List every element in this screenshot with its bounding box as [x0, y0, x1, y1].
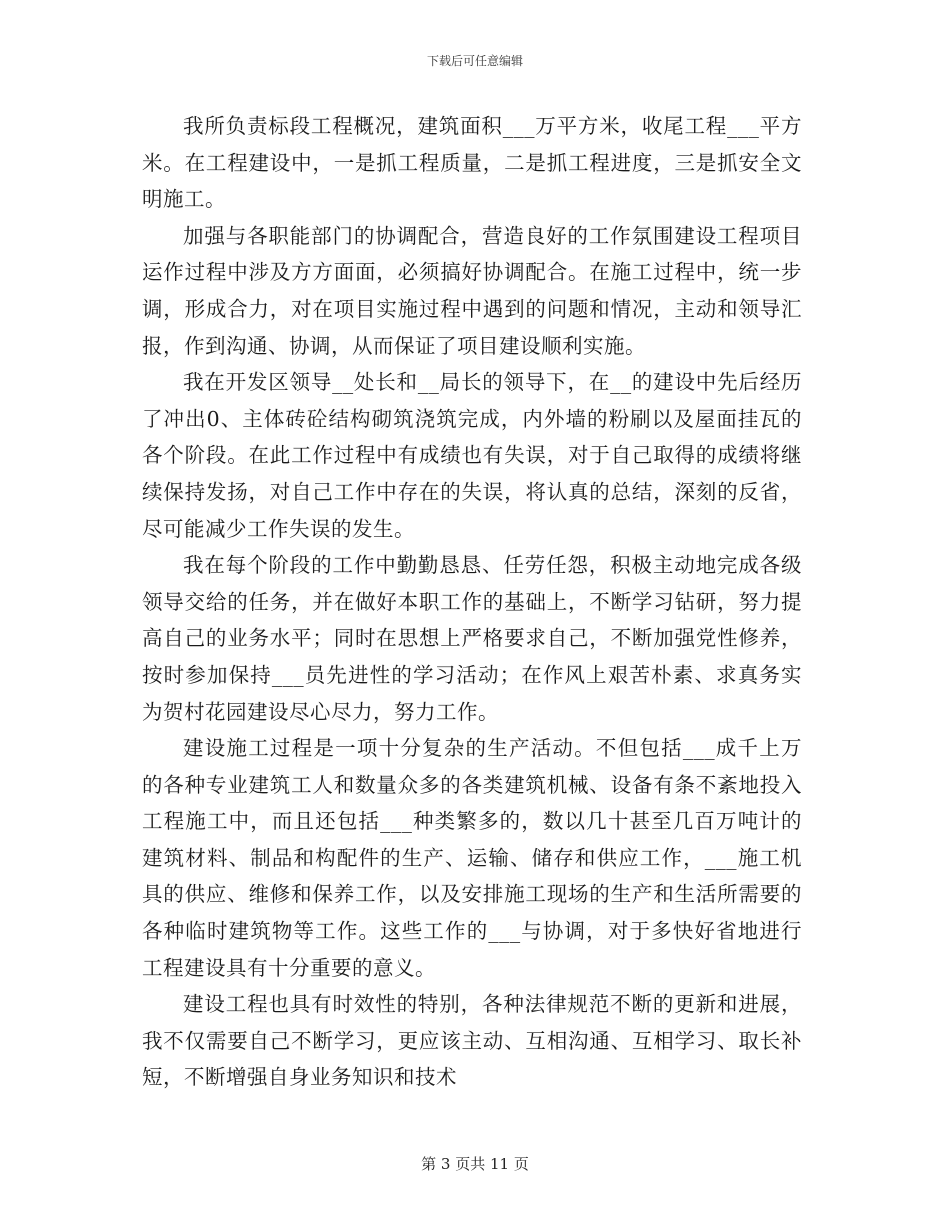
- paragraph-coordination: 加强与各职能部门的协调配合，营造良好的工作氛围建设工程项目运作过程中涉及方方面面，必须搞好协调配合。在施工过程中，统一步调，形成合力，对在项目实施过程中遇到的问题和情况，主动和领导汇报，作到沟通、协调，从而保证了项目建设顺利实施。: [142, 223, 802, 358]
- document-body: [142, 108, 802, 1096]
- paragraph-work-attitude: 我在每个阶段的工作中勤勤恳恳、任劳任怨，积极主动地完成各级领导交给的任务，并在做好本职工作的基础上，不断学习钻研，努力提高自己的业务水平；同时在思想上严格要求自己，不断加强党性修养，按时参加保持___员先进性的学习活动；在作风上艰苦朴素、求真务实为贺村花园建设尽心尽力，努力工作。: [142, 553, 802, 724]
- paragraph-continuous-learning: 建设工程也具有时效性的特别，各种法律规范不断的更新和进展，我不仅需要自己不断学习，更应该主动、互相沟通、互相学习、取长补短，不断增强自身业务知识和技术: [142, 992, 802, 1090]
- page-header-note: 下载后可任意编辑: [426, 54, 523, 68]
- page-number-footer: 第 3 页共 11 页: [421, 1155, 529, 1173]
- paragraph-construction-stages: 我在开发区领导__处长和__局长的领导下，在__的建设中先后经历了冲出0、主体砖砼结构砌筑浇筑完成，内外墙的粉刷以及屋面挂瓦的各个阶段。在此工作过程中有成绩也有失误，对于自己取得的成绩将继续保持发扬，对自己工作中存在的失误，将认真的总结，深刻的反省，尽可能减少工作失误的发生。: [142, 370, 802, 541]
- paragraph-construction-process: 建设施工过程是一项十分复杂的生产活动。不但包括___成千上万的各种专业建筑工人和数量众多的各类建筑机械、设备有条不紊地投入工程施工中，而且还包括___种类繁多的，数以几十甚至几百万吨计的建筑材料、制品和构配件的生产、运输、储存和供应工作，___施工机具的供应、维修和保养工作，以及安排施工现场的生产和生活所需要的各种临时建筑物等工作。这些工作的___与协调，对于多快好省地进行工程建设具有十分重要的意义。: [142, 736, 802, 980]
- paragraph-project-overview: 我所负责标段工程概况，建筑面积___万平方米，收尾工程___平方米。在工程建设中，一是抓工程质量，二是抓工程进度，三是抓安全文明施工。: [142, 114, 802, 212]
